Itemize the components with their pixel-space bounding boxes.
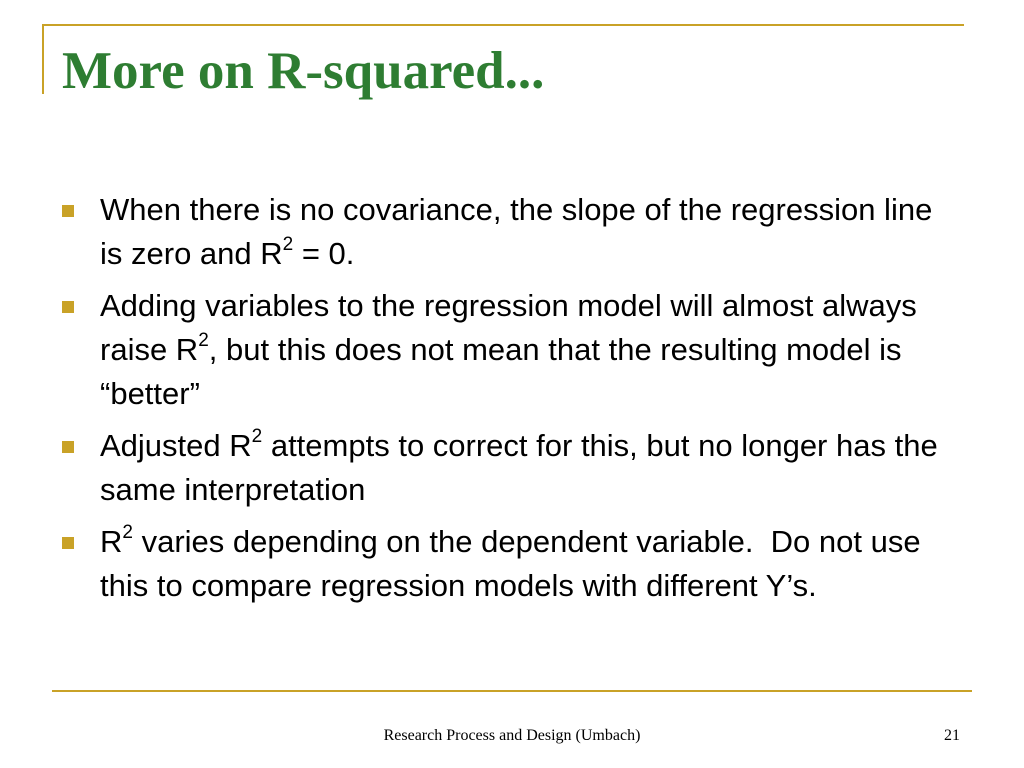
bullet-item-2 [62, 284, 962, 416]
bullet-text: Adjusted $R^2$ attempts to correct for this, but no longer has the same interpretation [100, 425, 938, 507]
page-number: 21 [944, 727, 960, 744]
superscript-2: 2 [251, 425, 263, 447]
bullet-item-1 [62, 188, 962, 276]
frame-left-rule [42, 24, 44, 94]
bullet-item-4 [62, 520, 962, 608]
footer-text: Research Process and Design (Umbach) [383, 727, 641, 744]
bullet-text: When there is no covariance, the slope of the regression line is zero and $R^2 = 0$. [100, 192, 933, 271]
footer-rule [52, 690, 972, 692]
slide-title: More on R-squared... [62, 42, 545, 100]
bullet-text: Adding variables to the regression model will almost always raise $R^2$, but this does not mean that the resulting model is “better” [100, 288, 917, 411]
frame-top-rule [42, 24, 964, 26]
square-bullet-icon [62, 301, 74, 313]
superscript-2: 2 [282, 233, 294, 255]
bullet-item-3 [62, 424, 962, 512]
superscript-2: 2 [198, 329, 209, 351]
square-bullet-icon [62, 441, 74, 453]
superscript-2: 2 [122, 521, 133, 543]
square-bullet-icon [62, 205, 74, 217]
bullet-list [62, 188, 962, 616]
bullet-text: $R^2$ varies depending on the dependent variable. Do not use this to compare regression models with different Y’s. [100, 521, 921, 603]
square-bullet-icon [62, 537, 74, 549]
